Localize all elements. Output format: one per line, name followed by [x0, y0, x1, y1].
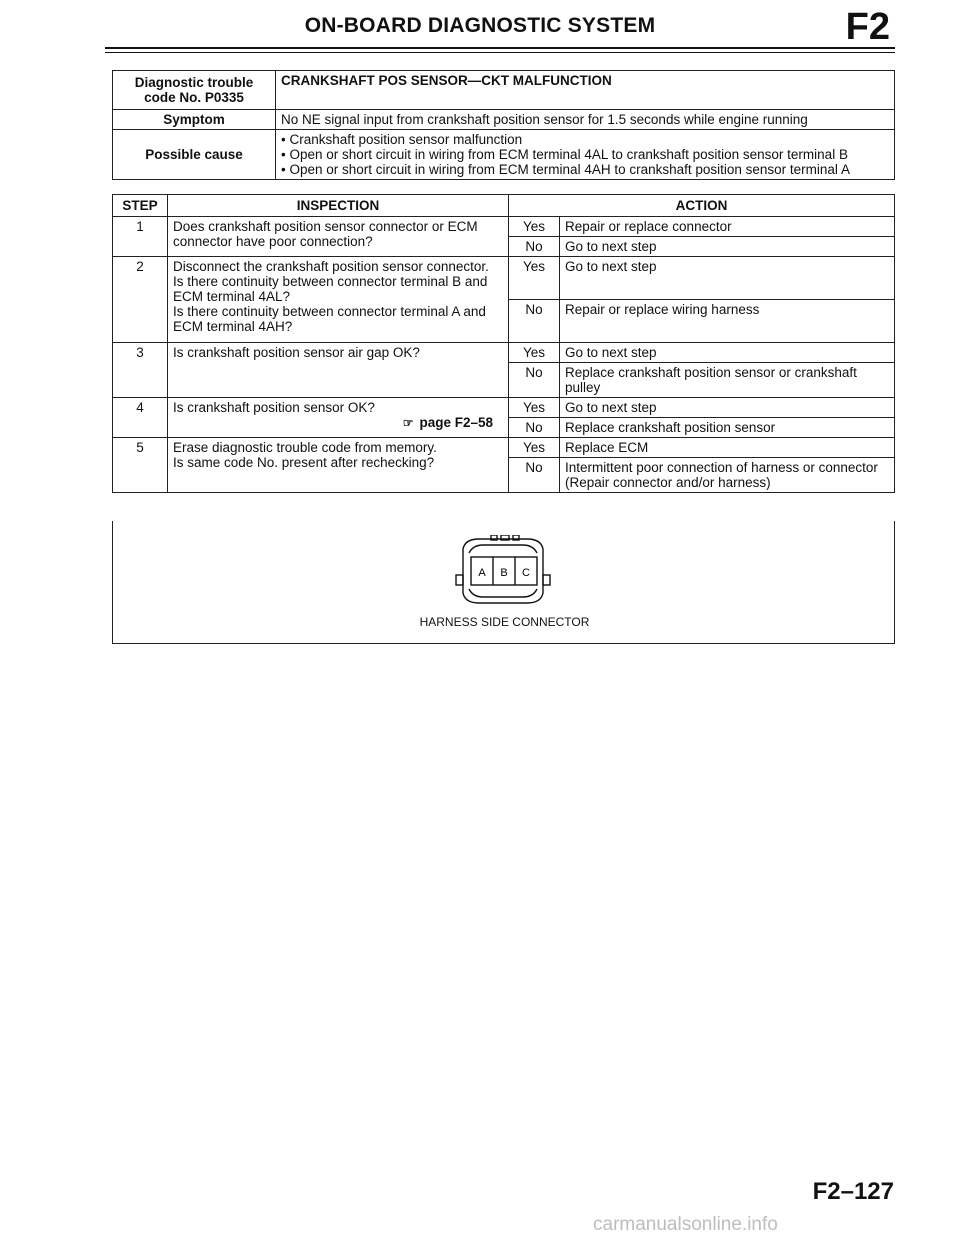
- inspection-line: Is there continuity between connector terminal A and ECM terminal 4AH?: [173, 304, 486, 334]
- inspection-line: Is crankshaft position sensor OK?: [173, 400, 375, 415]
- yes-label: Yes: [509, 343, 560, 363]
- yes-label: Yes: [509, 257, 560, 300]
- connector-diagram-box: [112, 521, 895, 644]
- header-rule-thin: [105, 52, 895, 53]
- watermark: carmanualsonline.info: [593, 1214, 778, 1235]
- yes-label: Yes: [509, 217, 560, 237]
- dtc-info-table: [112, 70, 895, 180]
- header-rule: [105, 47, 895, 49]
- no-label: No: [509, 458, 560, 493]
- no-label: No: [509, 363, 560, 398]
- step-row: [113, 398, 895, 418]
- cause-label: Possible cause: [113, 130, 276, 180]
- step-number: 2: [113, 257, 168, 343]
- yes-action: Go to next step: [560, 257, 895, 300]
- cause-row: [113, 130, 895, 180]
- page-number: F2–127: [812, 1178, 894, 1205]
- page-reference-text: page F2–58: [419, 415, 493, 430]
- no-action: Replace crankshaft position sensor or crankshaft pulley: [560, 363, 895, 398]
- cause-item: • Open or short circuit in wiring from ECM terminal 4AL to crankshaft position sensor terminal B: [281, 147, 889, 162]
- step-row: [113, 217, 895, 237]
- symptom-row: [113, 110, 895, 130]
- terminal-a-label: A: [478, 567, 486, 579]
- step-number: 3: [113, 343, 168, 398]
- yes-label: Yes: [509, 438, 560, 458]
- inspection-line: Is same code No. present after rechecking?: [173, 455, 435, 470]
- cause-item: • Crankshaft position sensor malfunction: [281, 132, 889, 147]
- step-inspection: [168, 398, 509, 438]
- step-header: STEP: [113, 195, 168, 217]
- diagram-caption: HARNESS SIDE CONNECTOR: [419, 615, 590, 629]
- cause-list: [281, 132, 889, 177]
- yes-label: Yes: [509, 398, 560, 418]
- symptom-label: Symptom: [113, 110, 276, 130]
- no-action: Intermittent poor connection of harness or connector (Repair connector and/or harness): [560, 458, 895, 493]
- table-header: [113, 195, 895, 217]
- inspection-line: Disconnect the crankshaft position sensor connector.: [173, 259, 489, 274]
- no-action: Repair or replace wiring harness: [560, 300, 895, 343]
- yes-action: Replace ECM: [560, 438, 895, 458]
- step-number: 1: [113, 217, 168, 257]
- step-number: 5: [113, 438, 168, 493]
- step-row: [113, 257, 895, 300]
- reference-hand-icon: ☞: [402, 416, 414, 430]
- step-row: [113, 343, 895, 363]
- section-code: F2: [845, 6, 890, 48]
- cause-list-cell: [276, 130, 895, 180]
- dtc-label: Diagnostic trouble code No. P0335: [113, 71, 276, 110]
- step-inspection: [168, 257, 509, 343]
- step-inspection: Does crankshaft position sensor connector or ECM connector have poor connection?: [168, 217, 509, 257]
- step-inspection: [168, 438, 509, 493]
- yes-action: Go to next step: [560, 343, 895, 363]
- no-action: Go to next step: [560, 237, 895, 257]
- step-row: [113, 438, 895, 458]
- dtc-value: CRANKSHAFT POS SENSOR—CKT MALFUNCTION: [276, 71, 895, 110]
- no-label: No: [509, 418, 560, 438]
- inspection-table: [112, 194, 895, 493]
- step-number: 4: [113, 398, 168, 438]
- yes-action: Go to next step: [560, 398, 895, 418]
- dtc-row: [113, 71, 895, 110]
- harness-connector-icon: [443, 535, 563, 607]
- terminal-c-label: C: [522, 567, 530, 579]
- cause-item: • Open or short circuit in wiring from ECM terminal 4AH to crankshaft position sensor terminal A: [281, 162, 889, 177]
- no-label: No: [509, 237, 560, 257]
- yes-action: Repair or replace connector: [560, 217, 895, 237]
- action-header: ACTION: [509, 195, 895, 217]
- page-reference[interactable]: [173, 415, 503, 430]
- symptom-value: No NE signal input from crankshaft position sensor for 1.5 seconds while engine running: [276, 110, 895, 130]
- inspection-header: INSPECTION: [168, 195, 509, 217]
- inspection-line: Erase diagnostic trouble code from memory.: [173, 440, 437, 455]
- step-inspection: Is crankshaft position sensor air gap OK?: [168, 343, 509, 398]
- no-action: Replace crankshaft position sensor: [560, 418, 895, 438]
- terminal-b-label: B: [500, 567, 508, 579]
- no-label: No: [509, 300, 560, 343]
- inspection-line: Is there continuity between connector terminal B and ECM terminal 4AL?: [173, 274, 488, 304]
- page-title: ON-BOARD DIAGNOSTIC SYSTEM: [304, 14, 656, 37]
